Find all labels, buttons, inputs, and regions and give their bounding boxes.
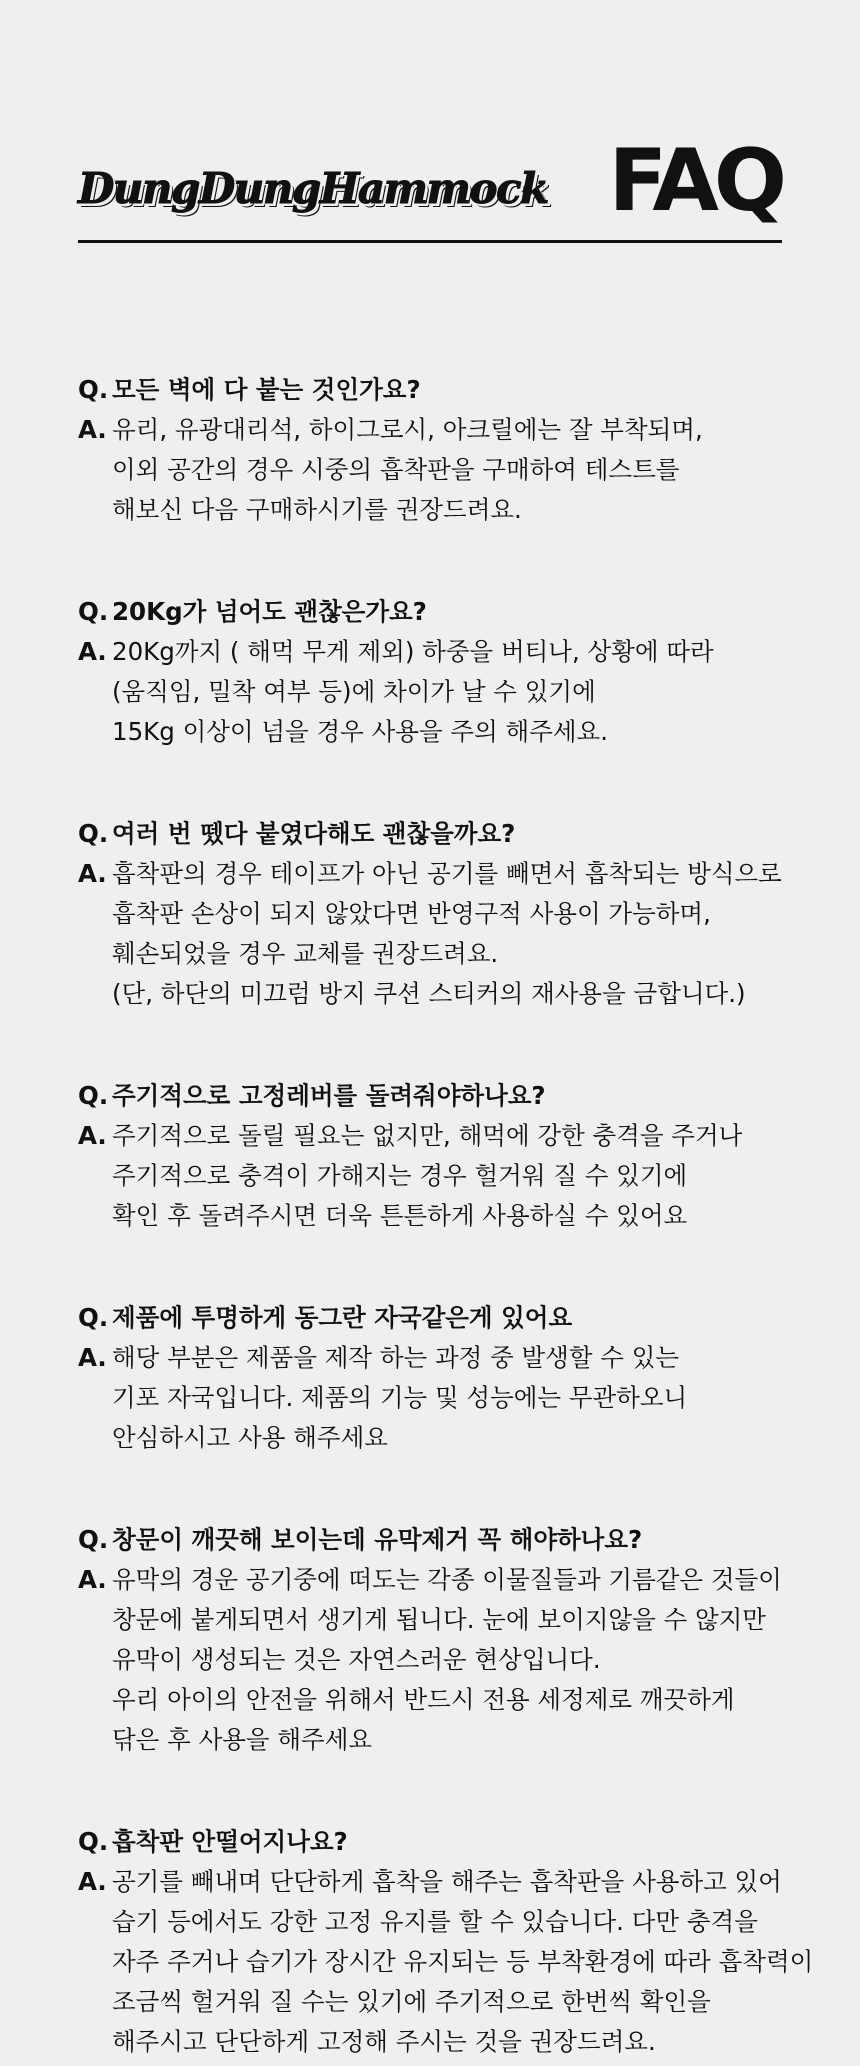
faq-question-row: [78, 1822, 782, 1862]
faq-answer-row: [78, 1116, 782, 1236]
faq-question-row: [78, 1520, 782, 1560]
faq-answer-line: 주기적으로 돌릴 필요는 없지만, 해먹에 강한 충격을 주거나: [112, 1121, 743, 1150]
faq-answer-line: 유리, 유광대리석, 하이그로시, 아크릴에는 잘 부착되며,: [112, 415, 703, 444]
faq-answer-line: 해주시고 단단하게 고정해 주시는 것을 권장드려요.: [112, 2027, 656, 2056]
faq-item: [78, 370, 782, 530]
faq-answer: [112, 410, 782, 530]
answer-marker: A.: [78, 1121, 107, 1150]
faq-answer-line: 우리 아이의 안전을 위해서 반드시 전용 세정제로 깨끗하게: [112, 1685, 735, 1714]
faq-answer-line: 20Kg까지 ( 해먹 무게 제외) 하중을 버티나, 상황에 따라: [112, 637, 714, 666]
faq-answer-line: 조금씩 헐거워 질 수는 있기에 주기적으로 한번씩 확인을: [112, 1987, 711, 2016]
faq-answer-line: 확인 후 돌려주시면 더욱 튼튼하게 사용하실 수 있어요: [112, 1201, 688, 1230]
faq-item: [78, 1822, 814, 2062]
faq-answer-line: 흡착판의 경우 테이프가 아닌 공기를 빼면서 흡착되는 방식으로: [112, 859, 782, 888]
answer-marker: A.: [78, 415, 107, 444]
faq-answer-line: 주기적으로 충격이 가해지는 경우 헐거워 질 수 있기에: [112, 1161, 688, 1190]
faq-answer-line: 해보신 다음 구매하시기를 권장드려요.: [112, 495, 522, 524]
question-marker: Q.: [78, 597, 109, 626]
answer-marker: A.: [78, 859, 107, 888]
answer-marker: A.: [78, 1867, 107, 1896]
header-divider: [78, 240, 782, 243]
faq-answer: [112, 1560, 782, 1760]
faq-question: 주기적으로 고정레버를 돌려줘야하나요?: [112, 1081, 546, 1110]
faq-item: [78, 1520, 782, 1760]
brand-logo: DungDungHammock: [78, 164, 548, 213]
faq-answer-line: 창문에 붙게되면서 생기게 됩니다. 눈에 보이지않을 수 않지만: [112, 1605, 766, 1634]
faq-question: 여러 번 뗐다 붙였다해도 괜찮을까요?: [112, 819, 516, 848]
faq-answer: [112, 1338, 782, 1458]
header: [78, 0, 782, 245]
faq-answer-line: (단, 하단의 미끄럼 방지 쿠션 스티커의 재사용을 금합니다.): [112, 979, 746, 1008]
faq-item: [78, 1076, 782, 1236]
answer-marker: A.: [78, 1565, 107, 1594]
faq-answer-line: 습기 등에서도 강한 고정 유지를 할 수 있습니다. 다만 충격을: [112, 1907, 758, 1936]
question-marker: Q.: [78, 1303, 109, 1332]
faq-answer-row: [78, 632, 782, 752]
faq-answer: [112, 1116, 782, 1236]
question-marker: Q.: [78, 1827, 109, 1856]
faq-question: 20Kg가 넘어도 괜찮은가요?: [112, 597, 427, 626]
faq-question-row: [78, 1298, 782, 1338]
faq-answer-row: [78, 1862, 814, 2062]
faq-item: [78, 814, 782, 1014]
faq-question: 모든 벽에 다 붙는 것인가요?: [112, 375, 421, 404]
faq-question-row: [78, 1076, 782, 1116]
faq-answer: [112, 632, 782, 752]
faq-answer-line: 기포 자국입니다. 제품의 기능 및 성능에는 무관하오니: [112, 1383, 688, 1412]
faq-answer-row: [78, 410, 782, 530]
faq-item: [78, 1298, 782, 1458]
faq-answer-line: 유막이 생성되는 것은 자연스러운 현상입니다.: [112, 1645, 601, 1674]
faq-question-row: [78, 814, 782, 854]
faq-item: [78, 592, 782, 752]
faq-answer-row: [78, 1338, 782, 1458]
faq-answer-row: [78, 854, 782, 1014]
faq-answer-line: (움직임, 밀착 여부 등)에 차이가 날 수 있기에: [112, 677, 596, 706]
faq-question: 제품에 투명하게 동그란 자국같은게 있어요: [112, 1303, 573, 1332]
faq-question-row: [78, 370, 782, 410]
faq-answer-line: 안심하시고 사용 해주세요: [112, 1423, 388, 1452]
question-marker: Q.: [78, 375, 109, 404]
answer-marker: A.: [78, 1343, 107, 1372]
faq-question: 창문이 깨끗해 보이는데 유막제거 꼭 해야하나요?: [112, 1525, 643, 1554]
faq-answer-line: 흡착판 손상이 되지 않았다면 반영구적 사용이 가능하며,: [112, 899, 711, 928]
answer-marker: A.: [78, 637, 107, 666]
page-title: FAQ: [608, 131, 782, 231]
question-marker: Q.: [78, 819, 109, 848]
faq-answer-line: 해당 부분은 제품을 제작 하는 과정 중 발생할 수 있는: [112, 1343, 680, 1372]
faq-answer-line: 닦은 후 사용을 해주세요: [112, 1725, 373, 1754]
question-marker: Q.: [78, 1081, 109, 1110]
faq-answer-line: 훼손되었을 경우 교체를 권장드려요.: [112, 939, 499, 968]
faq-answer-line: 공기를 빼내며 단단하게 흡착을 해주는 흡착판을 사용하고 있어: [112, 1867, 782, 1896]
faq-answer-line: 자주 주거나 습기가 장시간 유지되는 등 부착환경에 따라 흡착력이: [112, 1947, 814, 1976]
faq-list: [78, 370, 814, 2062]
faq-answer-line: 이외 공간의 경우 시중의 흡착판을 구매하여 테스트를: [112, 455, 680, 484]
faq-answer: [112, 854, 782, 1014]
faq-answer: [112, 1862, 813, 2062]
question-marker: Q.: [78, 1525, 109, 1554]
faq-answer-row: [78, 1560, 782, 1760]
faq-answer-line: 유막의 경운 공기중에 떠도는 각종 이물질들과 기름같은 것들이: [112, 1565, 782, 1594]
faq-answer-line: 15Kg 이상이 넘을 경우 사용을 주의 해주세요.: [112, 717, 608, 746]
faq-question: 흡착판 안떨어지나요?: [112, 1827, 348, 1856]
faq-question-row: [78, 592, 782, 632]
